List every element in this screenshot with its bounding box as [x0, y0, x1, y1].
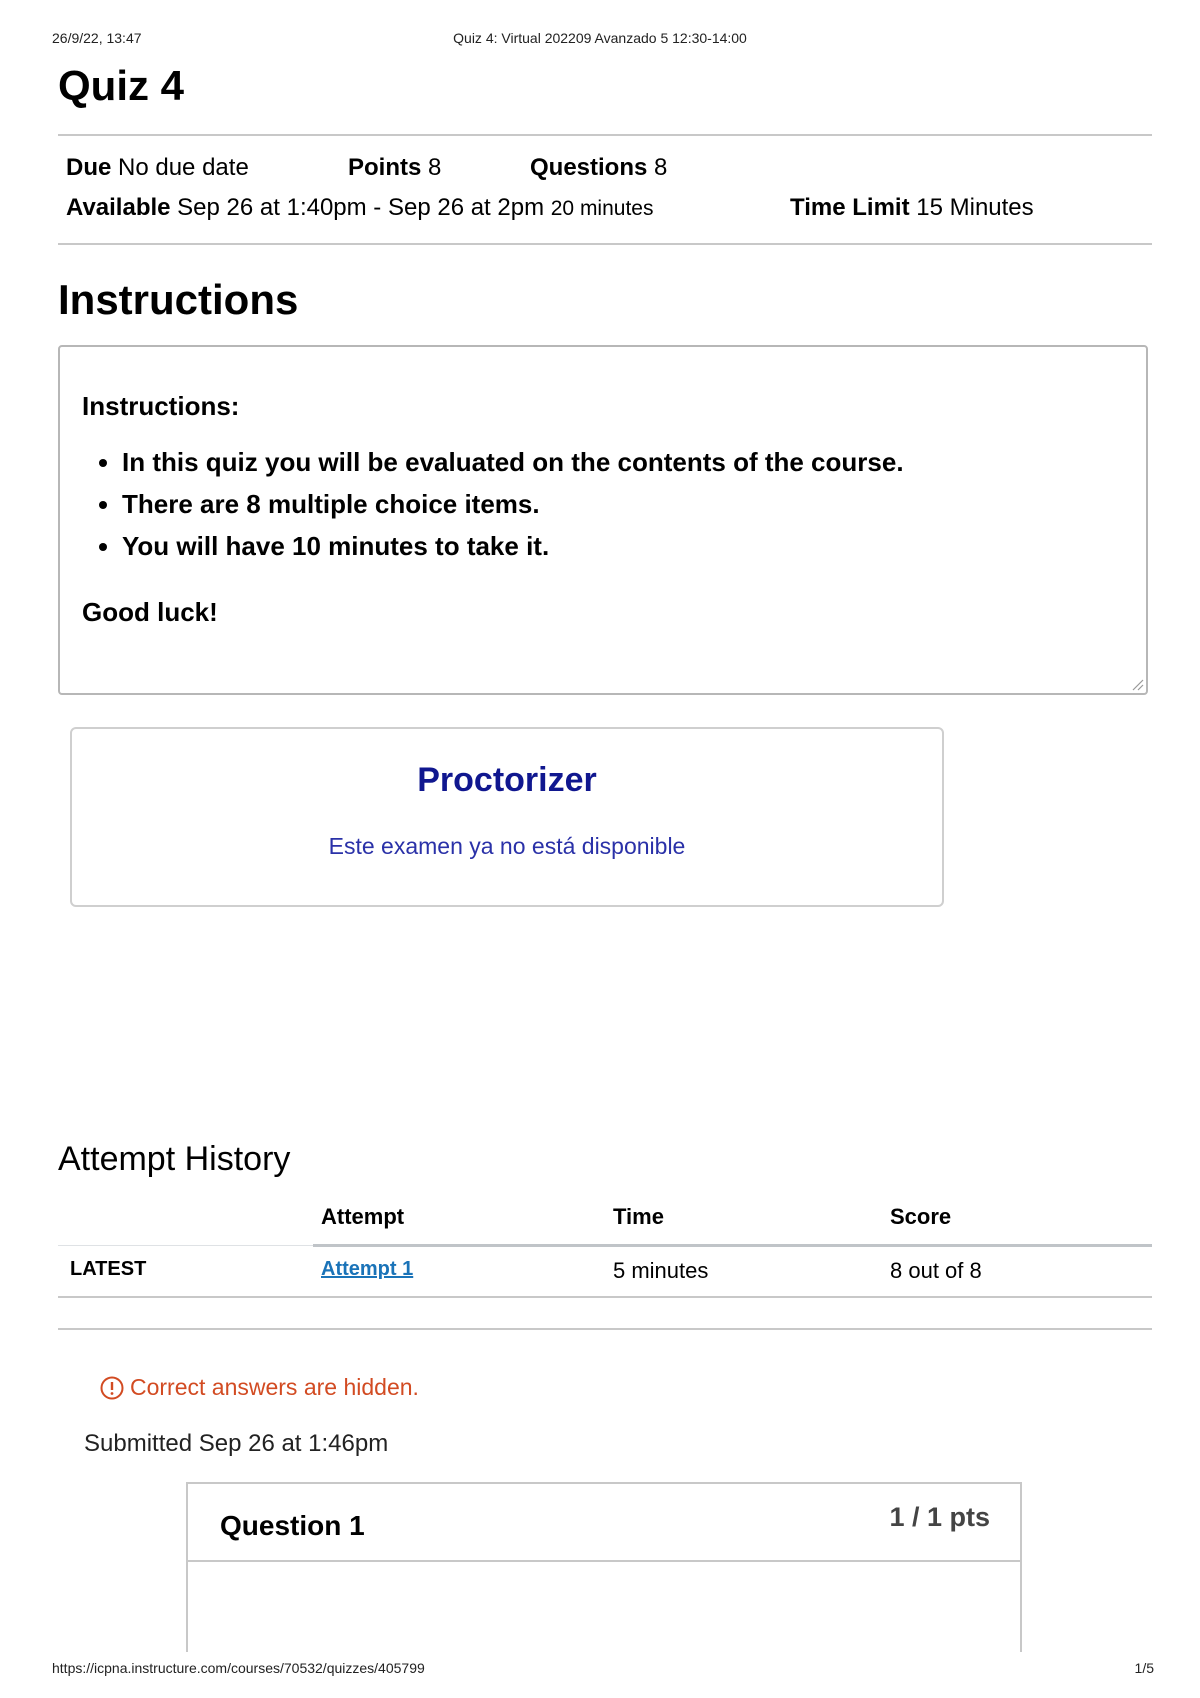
- submitted-time: Submitted Sep 26 at 1:46pm: [84, 1430, 389, 1457]
- quiz-questions: [530, 154, 667, 182]
- instruction-item: • In this quiz you will be evaluated on the contents of the course.: [122, 441, 904, 483]
- attempt-history-table: [58, 1196, 1152, 1300]
- questions-value: 8: [654, 154, 668, 181]
- available-value: Sep 26 at 1:40pm - Sep 26 at 2pm: [177, 194, 545, 221]
- instructions-heading: Instructions:: [82, 391, 240, 421]
- time-limit-label: Time Limit: [790, 194, 910, 221]
- question-header: [188, 1484, 1020, 1562]
- quiz-time-limit: [790, 194, 1034, 222]
- quiz-title: Quiz 4: [58, 62, 185, 109]
- divider: [58, 134, 1152, 136]
- proctorizer-title: Proctorizer: [417, 761, 597, 799]
- question-card: [186, 1482, 1022, 1652]
- row-label-latest: LATEST: [70, 1258, 147, 1280]
- instructions-box[interactable]: [58, 345, 1148, 695]
- attempt-history-title: Attempt History: [58, 1140, 291, 1178]
- questions-label: Questions: [530, 154, 648, 181]
- instructions-list: [90, 441, 904, 567]
- quiz-points: [348, 154, 441, 182]
- header-divider: [313, 1244, 1152, 1247]
- question-title: Question 1: [220, 1510, 365, 1541]
- time-limit-value: 15 Minutes: [916, 194, 1034, 221]
- available-duration: 20 minutes: [550, 197, 654, 220]
- points-label: Points: [348, 154, 422, 181]
- print-page-title: Quiz 4: Virtual 202209 Avanzado 5 12:30-14:00: [453, 30, 747, 46]
- instruction-item: • There are 8 multiple choice items.: [122, 483, 904, 525]
- available-label: Available: [66, 194, 171, 221]
- print-url: https://icpna.instructure.com/courses/70532/quizzes/405799: [52, 1660, 425, 1676]
- attempt-1-link[interactable]: Attempt 1: [321, 1258, 414, 1280]
- instruction-item: • You will have 10 minutes to take it.: [122, 525, 904, 567]
- proctorizer-message: Este examen ya no está disponible: [328, 833, 686, 859]
- points-value: 8: [428, 154, 442, 181]
- header-divider: [58, 1245, 313, 1246]
- print-page-number: 1/5: [1134, 1660, 1154, 1676]
- instructions-closing: Good luck!: [82, 597, 218, 627]
- attempt-score: 8 out of 8: [890, 1258, 982, 1283]
- column-header-time: Time: [613, 1204, 664, 1229]
- row-divider: [58, 1296, 1152, 1298]
- warning-icon: [100, 1376, 124, 1400]
- proctorizer-panel: [70, 727, 944, 907]
- due-value: No due date: [118, 154, 249, 181]
- instructions-section-title: Instructions: [58, 276, 299, 323]
- resize-grip-icon[interactable]: [1130, 677, 1144, 691]
- divider: [58, 1328, 1152, 1330]
- due-label: Due: [66, 154, 112, 181]
- column-header-attempt: Attempt: [321, 1204, 405, 1229]
- column-header-score: Score: [890, 1204, 952, 1229]
- attempt-time: 5 minutes: [613, 1258, 709, 1283]
- notice-text: Correct answers are hidden.: [130, 1374, 419, 1400]
- quiz-due: [66, 154, 249, 182]
- print-date: 26/9/22, 13:47: [52, 30, 142, 46]
- correct-answers-hidden-notice: [100, 1374, 419, 1401]
- divider: [58, 243, 1152, 245]
- question-points: 1 / 1 pts: [889, 1502, 990, 1532]
- quiz-available: [66, 194, 653, 222]
